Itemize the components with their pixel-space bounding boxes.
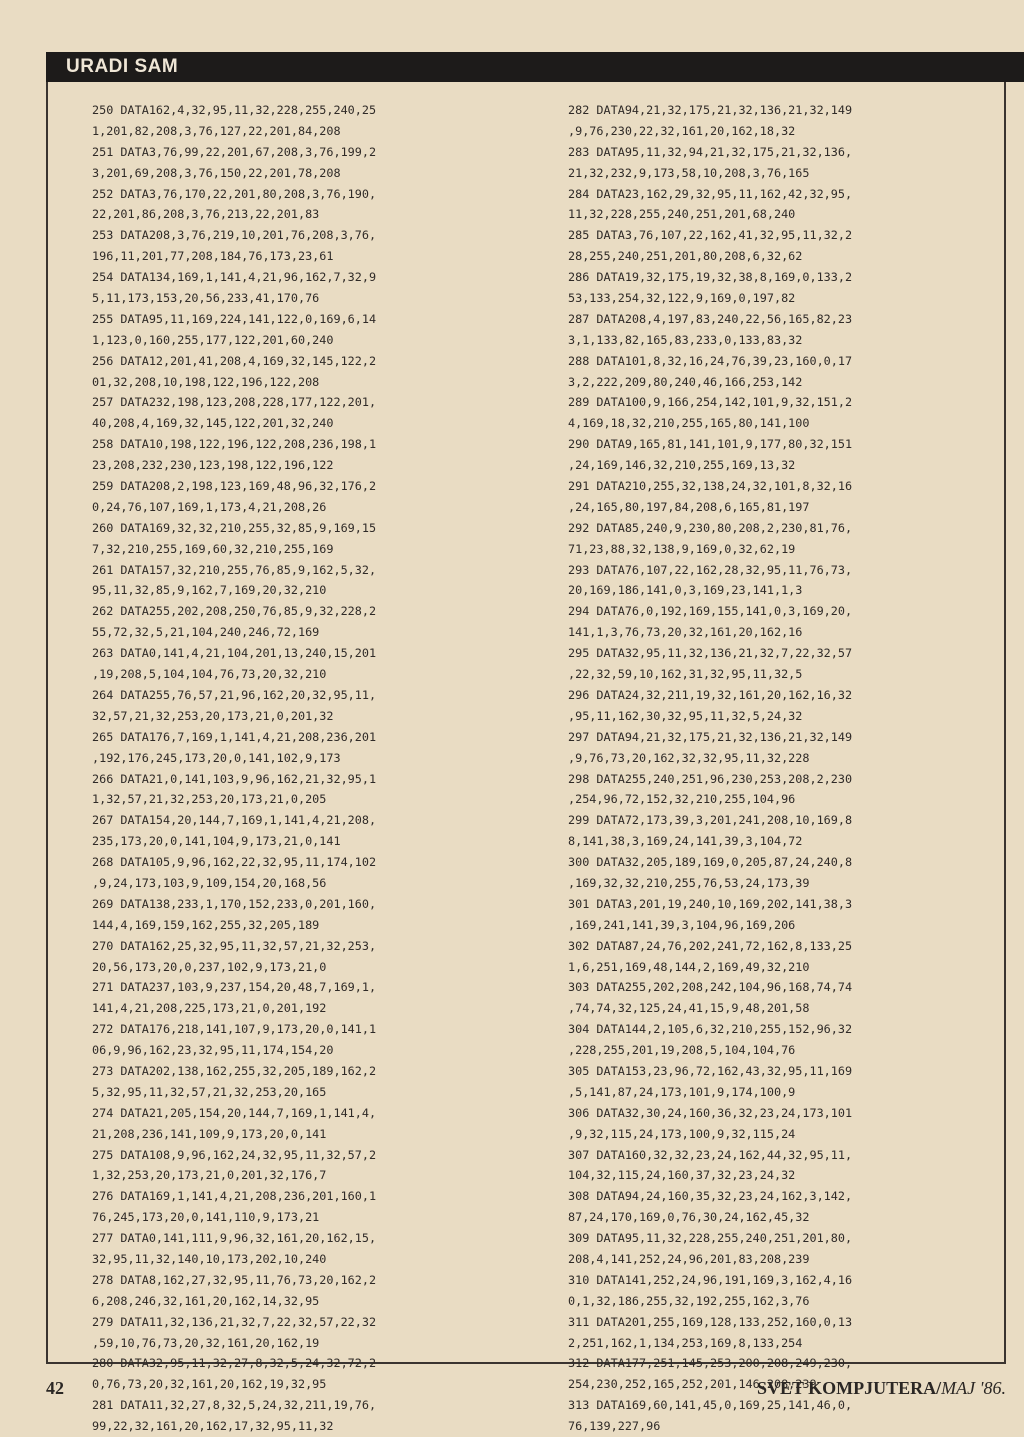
listing-line: 261 DATA157,32,210,255,76,85,9,162,5,32, (92, 562, 377, 577)
listing-line: 283 DATA95,11,32,94,21,32,175,21,32,136, (568, 144, 853, 159)
listing-line: 272 DATA176,218,141,107,9,173,20,0,141,1 (92, 1022, 377, 1037)
listing-line: 8,141,38,3,169,24,141,39,3,104,72 (568, 834, 803, 849)
magazine-credit (757, 1378, 1006, 1399)
listing-line: 290 DATA9,165,81,141,101,9,177,80,32,151 (568, 437, 853, 452)
listing-line: 76,245,173,20,0,141,110,9,173,21 (92, 1210, 320, 1225)
listing-line: 21,208,236,141,109,9,173,20,0,141 (92, 1126, 327, 1141)
listing-line: ,228,255,201,19,208,5,104,104,76 (568, 1043, 796, 1058)
section-title: URADI SAM (66, 56, 179, 77)
listing-line: ,9,32,115,24,173,100,9,32,115,24 (568, 1126, 796, 1141)
listing-line: 254,230,252,165,252,201,146,208,239 (568, 1377, 817, 1392)
page-number: 42 (46, 1378, 64, 1398)
listing-line: 208,4,141,252,24,96,201,83,208,239 (568, 1251, 810, 1266)
listing-line: 260 DATA169,32,32,210,255,32,85,9,169,15 (92, 520, 377, 535)
listing-line: 256 DATA12,201,41,208,4,169,32,145,122,2 (92, 353, 377, 368)
listing-line: 301 DATA3,201,19,240,10,169,202,141,38,3 (568, 896, 853, 911)
listing-line: 270 DATA162,25,32,95,11,32,57,21,32,253, (92, 938, 377, 953)
listing-line: 28,255,240,251,201,80,208,6,32,62 (568, 249, 803, 264)
listing-line: 0,24,76,107,169,1,173,4,21,208,26 (92, 499, 327, 514)
listing-line: ,9,76,230,22,32,161,20,162,18,32 (568, 123, 796, 138)
listing-line: 21,32,232,9,173,58,10,208,3,76,165 (568, 165, 810, 180)
listing-line: 304 DATA144,2,105,6,32,210,255,152,96,32 (568, 1022, 853, 1037)
listing-line: 250 DATA162,4,32,95,11,32,228,255,240,25 (92, 103, 377, 117)
listing-line: 288 DATA101,8,32,16,24,76,39,23,160,0,17 (568, 353, 853, 368)
listing-line: 1,6,251,169,48,144,2,169,49,32,210 (568, 959, 810, 974)
listing-line: ,169,32,32,210,255,76,53,24,173,39 (568, 875, 810, 890)
listing-line: 23,208,232,230,123,198,122,196,122 (92, 458, 334, 473)
listing-line: 32,57,21,32,253,20,173,21,0,201,32 (92, 708, 334, 723)
listing-line: 311 DATA201,255,169,128,133,252,160,0,13 (568, 1314, 853, 1329)
listing-line: 99,22,32,161,20,162,17,32,95,11,32 (92, 1419, 334, 1434)
listing-line: 141,4,21,208,225,173,21,0,201,192 (92, 1001, 327, 1016)
listing-line: 253 DATA208,3,76,219,10,201,76,208,3,76, (92, 228, 377, 243)
listing-line: 300 DATA32,205,189,169,0,205,87,24,240,8 (568, 855, 853, 870)
listing-line: 144,4,169,159,162,255,32,205,189 (92, 917, 320, 932)
listing-line: 306 DATA32,30,24,160,36,32,23,24,173,101 (568, 1105, 853, 1120)
listing-line: 268 DATA105,9,96,162,22,32,95,11,174,102 (92, 855, 377, 870)
listing-line: ,59,10,76,73,20,32,161,20,162,19 (92, 1335, 320, 1350)
listing-line: 264 DATA255,76,57,21,96,162,20,32,95,11, (92, 687, 377, 702)
listing-line: 1,32,57,21,32,253,20,173,21,0,205 (92, 792, 327, 807)
listing-line: ,22,32,59,10,162,31,32,95,11,32,5 (568, 667, 803, 682)
listing-line: 265 DATA176,7,169,1,141,4,21,208,236,201 (92, 729, 377, 744)
listing-line: 280 DATA32,95,11,32,27,8,32,5,24,32,72,2 (92, 1356, 377, 1371)
listing-line: 305 DATA153,23,96,72,162,43,32,95,11,169 (568, 1063, 853, 1078)
listing-line: 276 DATA169,1,141,4,21,208,236,201,160,1 (92, 1189, 377, 1204)
listing-line: 259 DATA208,2,198,123,169,48,96,32,176,2 (92, 479, 377, 494)
listing-line: 291 DATA210,255,32,138,24,32,101,8,32,16 (568, 479, 853, 494)
listing-line: 255 DATA95,11,169,224,141,122,0,169,6,14 (92, 311, 377, 326)
listing-line: 71,23,88,32,138,9,169,0,32,62,19 (568, 541, 796, 556)
listing-line: 275 DATA108,9,96,162,24,32,95,11,32,57,2 (92, 1147, 377, 1162)
listing-right-column (568, 100, 852, 1437)
listing-line: 263 DATA0,141,4,21,104,201,13,240,15,201 (92, 646, 377, 661)
listing-left-column (92, 100, 376, 1437)
listing-line: 5,11,173,153,20,56,233,41,170,76 (92, 291, 320, 306)
listing-line: 104,32,115,24,160,37,32,23,24,32 (568, 1168, 796, 1183)
listing-line: 20,169,186,141,0,3,169,23,141,1,3 (568, 583, 803, 598)
listing-line: 309 DATA95,11,32,228,255,240,251,201,80, (568, 1231, 853, 1246)
listing-line: 4,169,18,32,210,255,165,80,141,100 (568, 416, 810, 431)
listing-line: ,254,96,72,152,32,210,255,104,96 (568, 792, 796, 807)
listing-line: 235,173,20,0,141,104,9,173,21,0,141 (92, 834, 341, 849)
listing-line: 40,208,4,169,32,145,122,201,32,240 (92, 416, 334, 431)
listing-line: 313 DATA169,60,141,45,0,169,25,141,46,0, (568, 1398, 853, 1413)
listing-line: 141,1,3,76,73,20,32,161,20,162,16 (568, 625, 803, 640)
listing-line: 252 DATA3,76,170,22,201,80,208,3,76,190, (92, 186, 377, 201)
listing-line: 303 DATA255,202,208,242,104,96,168,74,74 (568, 980, 853, 995)
listing-line: 282 DATA94,21,32,175,21,32,136,21,32,149 (568, 103, 853, 117)
listing-line: 287 DATA208,4,197,83,240,22,56,165,82,23 (568, 311, 853, 326)
listing-line: 267 DATA154,20,144,7,169,1,141,4,21,208, (92, 813, 377, 828)
listing-line: 289 DATA100,9,166,254,142,101,9,32,151,2 (568, 395, 853, 410)
listing-line: 258 DATA10,198,122,196,122,208,236,198,1 (92, 437, 377, 452)
listing-line: 196,11,201,77,208,184,76,173,23,61 (92, 249, 334, 264)
listing-line: 302 DATA87,24,76,202,241,72,162,8,133,25 (568, 938, 853, 953)
listing-line: ,5,141,87,24,173,101,9,174,100,9 (568, 1084, 796, 1099)
listing-line: 295 DATA32,95,11,32,136,21,32,7,22,32,57 (568, 646, 853, 661)
listing-line: 286 DATA19,32,175,19,32,38,8,169,0,133,2 (568, 270, 853, 285)
listing-line: 281 DATA11,32,27,8,32,5,24,32,211,19,76, (92, 1398, 377, 1413)
listing-line: 7,32,210,255,169,60,32,210,255,169 (92, 541, 334, 556)
listing-line: 06,9,96,162,23,32,95,11,174,154,20 (92, 1043, 334, 1058)
listing-line: 278 DATA8,162,27,32,95,11,76,73,20,162,2 (92, 1272, 377, 1287)
listing-line: 22,201,86,208,3,76,213,22,201,83 (92, 207, 320, 222)
listing-line: 1,32,253,20,173,21,0,201,32,176,7 (92, 1168, 327, 1183)
magazine-issue: MAJ '86. (941, 1378, 1006, 1398)
listing-line: 293 DATA76,107,22,162,28,32,95,11,76,73, (568, 562, 853, 577)
listing-line: ,192,176,245,173,20,0,141,102,9,173 (92, 750, 341, 765)
listing-line: 5,32,95,11,32,57,21,32,253,20,165 (92, 1084, 327, 1099)
listing-line: 266 DATA21,0,141,103,9,96,162,21,32,95,1 (92, 771, 377, 786)
listing-line: ,9,24,173,103,9,109,154,20,168,56 (92, 875, 327, 890)
listing-line: 55,72,32,5,21,104,240,246,72,169 (92, 625, 320, 640)
listing-line: 307 DATA160,32,32,23,24,162,44,32,95,11, (568, 1147, 853, 1162)
listing-line: 296 DATA24,32,211,19,32,161,20,162,16,32 (568, 687, 853, 702)
listing-line: 53,133,254,32,122,9,169,0,197,82 (568, 291, 796, 306)
listing-line: 285 DATA3,76,107,22,162,41,32,95,11,32,2 (568, 228, 853, 243)
listing-line: 251 DATA3,76,99,22,201,67,208,3,76,199,2 (92, 144, 377, 159)
listing-line: 1,123,0,160,255,177,122,201,60,240 (92, 332, 334, 347)
listing-line: 299 DATA72,173,39,3,201,241,208,10,169,8 (568, 813, 853, 828)
listing-line: 269 DATA138,233,1,170,152,233,0,201,160, (92, 896, 377, 911)
listing-line: 274 DATA21,205,154,20,144,7,169,1,141,4, (92, 1105, 377, 1120)
listing-line: ,24,169,146,32,210,255,169,13,32 (568, 458, 796, 473)
listing-line: ,24,165,80,197,84,208,6,165,81,197 (568, 499, 810, 514)
listing-line: ,74,74,32,125,24,41,15,9,48,201,58 (568, 1001, 810, 1016)
listing-line: 20,56,173,20,0,237,102,9,173,21,0 (92, 959, 327, 974)
listing-line: 271 DATA237,103,9,237,154,20,48,7,169,1, (92, 980, 377, 995)
listing-line: 284 DATA23,162,29,32,95,11,162,42,32,95, (568, 186, 853, 201)
listing-line: 312 DATA177,251,145,253,200,208,249,230, (568, 1356, 853, 1371)
listing-line: 3,1,133,82,165,83,233,0,133,83,32 (568, 332, 803, 347)
listing-line: ,19,208,5,104,104,76,73,20,32,210 (92, 667, 327, 682)
listing-line: 0,76,73,20,32,161,20,162,19,32,95 (92, 1377, 327, 1392)
listing-line: 294 DATA76,0,192,169,155,141,0,3,169,20, (568, 604, 853, 619)
listing-line: 1,201,82,208,3,76,127,22,201,84,208 (92, 123, 341, 138)
listing-line: 262 DATA255,202,208,250,76,85,9,32,228,2 (92, 604, 377, 619)
listing-line: 2,251,162,1,134,253,169,8,133,254 (568, 1335, 803, 1350)
listing-line: 257 DATA232,198,123,208,228,177,122,201, (92, 395, 377, 410)
listing-line: ,95,11,162,30,32,95,11,32,5,24,32 (568, 708, 803, 723)
listing-line: 95,11,32,85,9,162,7,169,20,32,210 (92, 583, 327, 598)
listing-line: 292 DATA85,240,9,230,80,208,2,230,81,76, (568, 520, 853, 535)
listing-line: ,169,241,141,39,3,104,96,169,206 (568, 917, 796, 932)
listing-line: 308 DATA94,24,160,35,32,23,24,162,3,142, (568, 1189, 853, 1204)
listing-line: 3,2,222,209,80,240,46,166,253,142 (568, 374, 803, 389)
listing-line: 279 DATA11,32,136,21,32,7,22,32,57,22,32 (92, 1314, 377, 1329)
listing-line: ,9,76,73,20,162,32,32,95,11,32,228 (568, 750, 810, 765)
listing-line: 3,201,69,208,3,76,150,22,201,78,208 (92, 165, 341, 180)
listing-line: 254 DATA134,169,1,141,4,21,96,162,7,32,9 (92, 270, 377, 285)
listing-line: 0,1,32,186,255,32,192,255,162,3,76 (568, 1293, 810, 1308)
listing-line: 273 DATA202,138,162,255,32,205,189,162,2 (92, 1063, 377, 1078)
listing-line: 297 DATA94,21,32,175,21,32,136,21,32,149 (568, 729, 853, 744)
listing-line: 11,32,228,255,240,251,201,68,240 (568, 207, 796, 222)
listing-line: 277 DATA0,141,111,9,96,32,161,20,162,15, (92, 1231, 377, 1246)
listing-line: 01,32,208,10,198,122,196,122,208 (92, 374, 320, 389)
listing-line: 76,139,227,96 (568, 1419, 661, 1434)
listing-line: 6,208,246,32,161,20,162,14,32,95 (92, 1293, 320, 1308)
listing-line: 32,95,11,32,140,10,173,202,10,240 (92, 1251, 327, 1266)
magazine-name: SVET KOMPJUTERA/ (756, 1378, 942, 1398)
section-header-bar (46, 52, 1024, 82)
listing-line: 87,24,170,169,0,76,30,24,162,45,32 (568, 1210, 810, 1225)
listing-line: 310 DATA141,252,24,96,191,169,3,162,4,16 (568, 1272, 853, 1287)
listing-line: 298 DATA255,240,251,96,230,253,208,2,230 (568, 771, 853, 786)
